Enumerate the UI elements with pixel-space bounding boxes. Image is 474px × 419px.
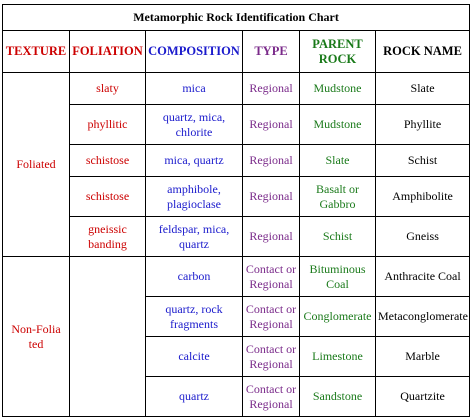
composition-cell: mica, quartz: [146, 145, 243, 177]
composition-cell: quartz, mica, chlorite: [146, 105, 243, 145]
foliation-cell: schistose: [70, 145, 146, 177]
parent-rock-cell: Bituminous Coal: [300, 257, 376, 297]
foliation-cell: schistose: [70, 177, 146, 217]
table-row: [3, 105, 470, 145]
rock-name-cell: Quartzite: [376, 377, 470, 417]
texture-group-foliated: Foliated: [3, 73, 70, 257]
composition-cell: feldspar, mica, quartz: [146, 217, 243, 257]
table-title: Metamorphic Rock Identification Chart: [3, 5, 470, 31]
composition-cell: amphibole, plagioclase: [146, 177, 243, 217]
type-cell: Regional: [243, 217, 300, 257]
texture-group-nonfoliated-label: Non-Foliated: [11, 322, 61, 351]
foliation-cell: slaty: [70, 73, 146, 105]
rock-name-cell: Amphibolite: [376, 177, 470, 217]
type-cell: Regional: [243, 73, 300, 105]
texture-group-nonfoliated: [3, 257, 70, 417]
type-cell: Contact or Regional: [243, 337, 300, 377]
rock-name-cell: Metaconglomerate: [376, 297, 470, 337]
table-row: [3, 257, 470, 297]
parent-rock-cell: Mudstone: [300, 73, 376, 105]
type-cell: Regional: [243, 145, 300, 177]
rock-name-cell: Slate: [376, 73, 470, 105]
header-foliation: FOLIATION: [70, 31, 146, 73]
composition-cell: quartz, rock fragments: [146, 297, 243, 337]
table-row: [3, 145, 470, 177]
rock-name-cell: Anthracite Coal: [376, 257, 470, 297]
parent-rock-cell: Basalt or Gabbro: [300, 177, 376, 217]
table-row: [3, 177, 470, 217]
foliation-cell: phyllitic: [70, 105, 146, 145]
foliation-cell-empty: [70, 257, 146, 417]
parent-rock-cell: Schist: [300, 217, 376, 257]
header-texture: TEXTURE: [3, 31, 70, 73]
type-cell: Contact or Regional: [243, 377, 300, 417]
type-cell: Regional: [243, 105, 300, 145]
composition-cell: quartz: [146, 377, 243, 417]
parent-rock-cell: Mudstone: [300, 105, 376, 145]
composition-cell: mica: [146, 73, 243, 105]
header-type: TYPE: [243, 31, 300, 73]
composition-cell: calcite: [146, 337, 243, 377]
parent-rock-cell: Limestone: [300, 337, 376, 377]
rock-name-cell: Phyllite: [376, 105, 470, 145]
rock-name-cell: Gneiss: [376, 217, 470, 257]
table-row: [3, 217, 470, 257]
table-row: [3, 73, 470, 105]
composition-cell: carbon: [146, 257, 243, 297]
type-cell: Contact or Regional: [243, 257, 300, 297]
type-cell: Contact or Regional: [243, 297, 300, 337]
header-parent-rock: PARENT ROCK: [300, 31, 376, 73]
parent-rock-cell: Slate: [300, 145, 376, 177]
parent-rock-cell: Sandstone: [300, 377, 376, 417]
type-cell: Regional: [243, 177, 300, 217]
foliation-cell: gneissic banding: [70, 217, 146, 257]
rock-name-cell: Schist: [376, 145, 470, 177]
header-rock-name: ROCK NAME: [376, 31, 470, 73]
rock-identification-table: [2, 4, 470, 417]
title-row: [3, 5, 470, 31]
rock-name-cell: Marble: [376, 337, 470, 377]
header-composition: COMPOSITION: [146, 31, 243, 73]
parent-rock-cell: Conglomerate: [300, 297, 376, 337]
header-row: [3, 31, 470, 73]
